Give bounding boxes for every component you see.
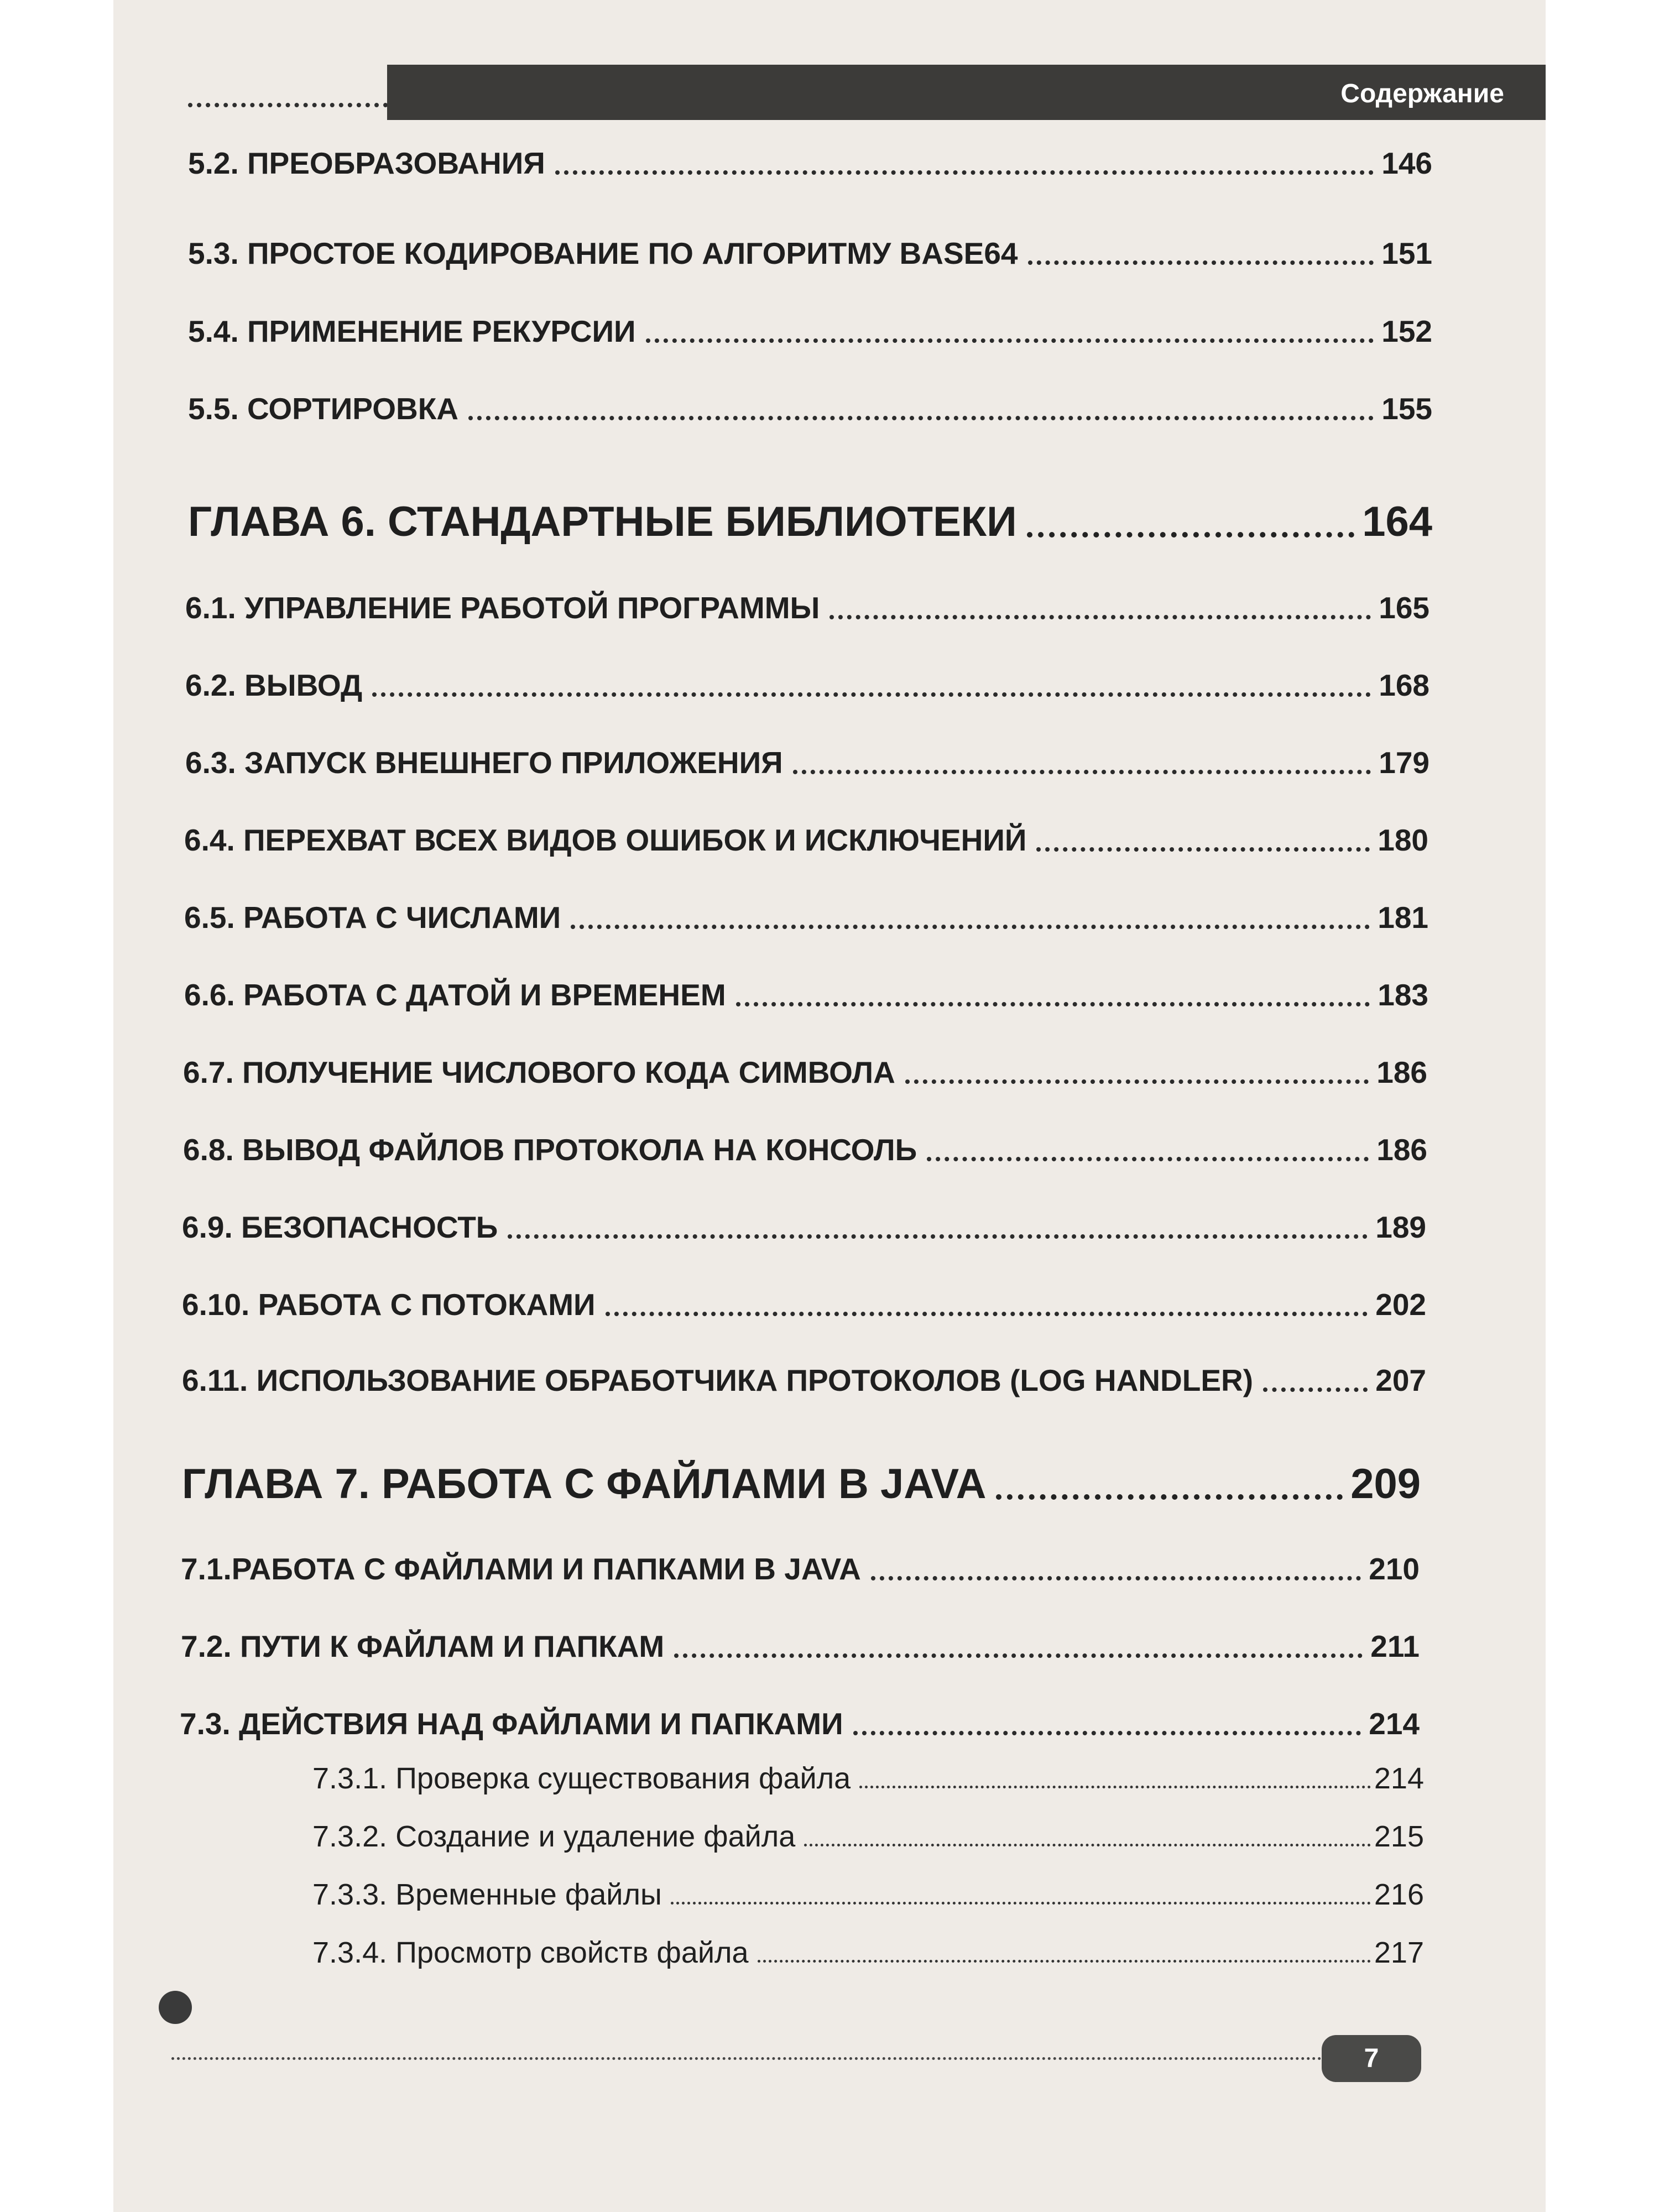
toc-entry-6-7 [183, 1054, 1427, 1091]
toc-dot-leader [1263, 1387, 1368, 1392]
toc-entry-label: 7.3. ДЕЙСТВИЯ НАД ФАЙЛАМИ И ПАПКАМИ [180, 1707, 843, 1741]
toc-entry-page: 214 [1369, 1707, 1420, 1741]
footer-bullet-icon [159, 1991, 192, 2024]
toc-entry-label: 6.5. РАБОТА С ЧИСЛАМИ [184, 900, 561, 935]
toc-entry-6-2 [185, 667, 1430, 703]
toc-entry-label: 6.3. ЗАПУСК ВНЕШНЕГО ПРИЛОЖЕНИЯ [185, 745, 783, 780]
toc-subentry-7-3-2 [312, 1819, 1424, 1854]
toc-subentry-7-3-4 [312, 1935, 1424, 1970]
running-header-title: Содержание [1340, 79, 1504, 108]
toc-dot-leader [372, 692, 1371, 697]
toc-entry-6-9 [182, 1209, 1426, 1245]
toc-dot-leader [646, 338, 1374, 343]
toc-dot-leader [830, 615, 1371, 619]
book-page [113, 0, 1546, 2212]
toc-entry-page: 202 [1375, 1287, 1426, 1322]
toc-subentry-page: 216 [1374, 1878, 1424, 1911]
toc-chapter-label: ГЛАВА 7. РАБОТА С ФАЙЛАМИ В JAVA [182, 1460, 987, 1507]
toc-chapter-page: 164 [1362, 498, 1432, 545]
toc-dot-leader [758, 1960, 1371, 1963]
toc-dot-leader [468, 416, 1374, 420]
toc-entry-page: 168 [1379, 668, 1430, 702]
toc-entry-label: 6.1. УПРАВЛЕНИЕ РАБОТОЙ ПРОГРАММЫ [185, 591, 820, 625]
toc-entry-label: 6.4. ПЕРЕХВАТ ВСЕХ ВИДОВ ОШИБОК И ИСКЛЮЧЕНИЙ [184, 823, 1027, 857]
toc-entry-page: 181 [1378, 900, 1428, 935]
toc-dot-leader [674, 1653, 1363, 1658]
toc-entry-label: 5.2. ПРЕОБРАЗОВАНИЯ [188, 146, 545, 180]
toc-entry-label: 7.1.РАБОТА С ФАЙЛАМИ И ПАПКАМИ В JAVA [181, 1552, 861, 1586]
toc-entry-6-6 [184, 977, 1428, 1013]
toc-entry-page: 152 [1381, 314, 1432, 348]
toc-entry-label: 5.3. ПРОСТОЕ КОДИРОВАНИЕ ПО АЛГОРИТМУ BASE64 [188, 236, 1018, 270]
toc-entry-page: 155 [1381, 392, 1432, 426]
toc-subentry-page: 217 [1374, 1936, 1424, 1969]
toc-subentry-7-3-1 [312, 1761, 1424, 1796]
toc-entry-page: 183 [1378, 978, 1428, 1012]
toc-entry-5-4 [188, 313, 1432, 349]
toc-entry-page: 151 [1381, 236, 1432, 270]
toc-entry-label: 6.11. ИСПОЛЬЗОВАНИЕ ОБРАБОТЧИКА ПРОТОКОЛОВ (LOG HANDLER) [182, 1363, 1254, 1397]
toc-dot-leader [859, 1786, 1371, 1788]
toc-entry-page: 210 [1369, 1552, 1420, 1586]
toc-dot-leader [1027, 532, 1354, 538]
toc-entry-6-10 [182, 1286, 1426, 1323]
toc-dot-leader [804, 1844, 1371, 1846]
toc-entry-page: 211 [1370, 1629, 1420, 1663]
toc-entry-page: 179 [1379, 745, 1430, 780]
toc-dot-leader [736, 1002, 1370, 1006]
toc-subentry-label: 7.3.4. Просмотр свойств файла [312, 1936, 749, 1969]
toc-dot-leader [555, 170, 1374, 175]
toc-dot-leader [508, 1234, 1368, 1239]
toc-entry-5-3 [188, 235, 1432, 272]
footer-dotted-rule [171, 2057, 1377, 2060]
toc-entry-label: 6.6. РАБОТА С ДАТОЙ И ВРЕМЕНЕМ [184, 978, 726, 1012]
toc-dot-leader [871, 1576, 1361, 1580]
toc-dot-leader [793, 770, 1371, 774]
toc-dot-leader [905, 1079, 1369, 1084]
toc-subentry-label: 7.3.1. Проверка существования файла [312, 1762, 851, 1795]
toc-entry-page: 186 [1376, 1133, 1427, 1167]
toc-entry-label: 6.2. ВЫВОД [185, 668, 363, 702]
toc-dot-leader [996, 1494, 1343, 1500]
toc-entry-page: 165 [1379, 591, 1430, 625]
toc-entry-label: 7.2. ПУТИ К ФАЙЛАМ И ПАПКАМ [181, 1629, 665, 1663]
toc-entry-label: 5.5. СОРТИРОВКА [188, 392, 458, 426]
toc-subentry-page: 215 [1374, 1820, 1424, 1853]
toc-chapter-page: 209 [1350, 1460, 1421, 1507]
toc-entry-page: 189 [1375, 1210, 1426, 1244]
toc-entry-7-2 [181, 1628, 1420, 1665]
toc-entry-page: 207 [1375, 1363, 1426, 1397]
toc-entry-5-5 [188, 390, 1432, 427]
toc-entry-6-4 [184, 822, 1428, 858]
toc-entry-page: 186 [1376, 1055, 1427, 1089]
toc-subentry-label: 7.3.2. Создание и удаление файла [312, 1820, 796, 1853]
toc-dot-leader [671, 1902, 1371, 1905]
toc-entry-6-3 [185, 744, 1430, 781]
toc-subentry-label: 7.3.3. Временные файлы [312, 1878, 662, 1911]
toc-chapter-7 [182, 1460, 1421, 1509]
page-number-badge: 7 [1322, 2035, 1421, 2082]
toc-dot-leader [1036, 847, 1370, 852]
toc-dot-leader [927, 1157, 1369, 1161]
toc-dot-leader [1028, 260, 1374, 265]
toc-chapter-label: ГЛАВА 6. СТАНДАРТНЫЕ БИБЛИОТЕКИ [188, 498, 1017, 545]
toc-entry-page: 146 [1381, 146, 1432, 180]
toc-dot-leader [853, 1731, 1361, 1735]
toc-dot-leader [606, 1312, 1368, 1316]
toc-entry-6-8 [183, 1131, 1427, 1168]
toc-entry-label: 6.9. БЕЗОПАСНОСТЬ [182, 1210, 498, 1244]
toc-entry-label: 6.10. РАБОТА С ПОТОКАМИ [182, 1287, 596, 1322]
toc-subentry-7-3-3 [312, 1877, 1424, 1912]
toc-entry-label: 5.4. ПРИМЕНЕНИЕ РЕКУРСИИ [188, 314, 636, 348]
toc-entry-6-11 [182, 1362, 1426, 1399]
toc-entry-5-2 [188, 145, 1432, 181]
toc-subentry-page: 214 [1374, 1762, 1424, 1795]
toc-entry-6-5 [184, 899, 1428, 936]
toc-chapter-6 [188, 498, 1432, 546]
toc-entry-page: 180 [1378, 823, 1428, 857]
toc-entry-7-1 [181, 1551, 1420, 1587]
toc-entry-7-3 [180, 1705, 1420, 1742]
toc-entry-6-1 [185, 589, 1430, 626]
toc-entry-label: 6.8. ВЫВОД ФАЙЛОВ ПРОТОКОЛА НА КОНСОЛЬ [183, 1133, 917, 1167]
toc-dot-leader [571, 925, 1370, 929]
toc-entry-label: 6.7. ПОЛУЧЕНИЕ ЧИСЛОВОГО КОДА СИМВОЛА [183, 1055, 895, 1089]
